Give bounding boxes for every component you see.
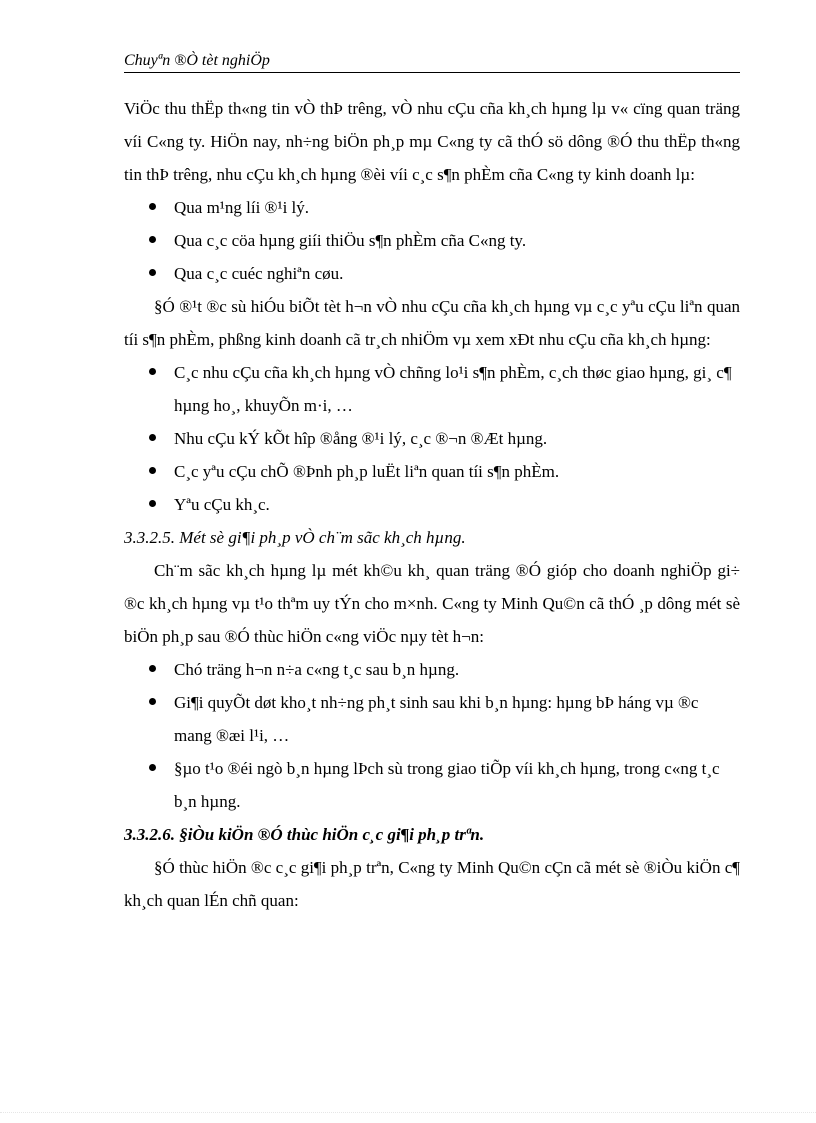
list-item [124,422,740,455]
bullet-list-care [124,653,740,818]
list-item [124,191,740,224]
list-item-text: Yªu cÇu kh¸c. [174,495,270,514]
paragraph-customer-care: Ch¨m sãc kh¸ch hµng lµ mét kh©u kh¸ quan träng ®Ó gióp cho doanh nghiÖp gi÷ ®c kh¸ch hµng vµ t¹o thªm uy tÝn cho m×nh. C«ng ty Minh Qu©n cã thÓ ¸p dông mét sè biÖn ph¸p sau ®Ó thùc hiÖn c«ng viÖc nµy tèt h¬n: [124,561,740,646]
bullet-icon [149,236,156,243]
list-item [124,752,740,818]
bullet-list-channels [124,191,740,290]
list-item [124,224,740,257]
list-item-text: Qua c¸c cuéc nghiªn cøu. [174,264,344,283]
list-item-text: Qua m¹ng líi ®¹i lý. [174,198,310,217]
list-item [124,686,740,752]
list-item-text: Qua c¸c cöa hµng giíi thiÖu s¶n phÈm cña C«ng ty. [174,231,527,250]
bullet-icon [149,434,156,441]
bullet-list-needs [124,356,740,521]
section-heading-3-3-2-5: 3.3.2.5. Mét sè gi¶i ph¸p vÒ ch¨m sãc kh¸ch hµng. [124,528,466,547]
list-item-text: C¸c nhu cÇu cña kh¸ch hµng vÒ chñng lo¹i s¶n phÈm, c¸ch thøc giao hµng, gi¸ c¶ hµng ho¸, khuyÕn m·i, … [174,363,732,415]
bullet-icon [149,269,156,276]
bullet-icon [149,665,156,672]
bullet-icon [149,500,156,507]
list-item-text: C¸c yªu cÇu chÕ ®Þnh ph¸p luËt liªn quan tíi s¶n phÈm. [174,462,560,481]
document-body [124,92,740,917]
header-title: Chuyªn ®Ò tèt nghiÖp [124,52,270,69]
list-item [124,455,740,488]
bullet-icon [149,467,156,474]
list-item-text: Gi¶i quyÕt døt kho¸t nh÷ng ph¸t sinh sau khi b¸n hµng: hµng bÞ háng vµ ®c mang ®æi l¹i, … [174,693,699,745]
page-header [124,52,740,73]
paragraph-intro: ViÖc thu thËp th«ng tin vÒ thÞ trêng, vÒ nhu cÇu cña kh¸ch hµng lµ v« cïng quan träng víi C«ng ty. HiÖn nay, nh÷ng biÖn ph¸p mµ C«ng ty cã thÓ sö dông ®Ó thu thËp th«ng tin thÞ trêng, nhu cÇu kh¸ch hµng ®èi víi c¸c s¶n phÈm cña C«ng ty kinh doanh lµ: [124,99,740,184]
paragraph-conditions: §Ó thùc hiÖn ®c c¸c gi¶i ph¸p trªn, C«ng ty Minh Qu©n cÇn cã mét sè ®iÒu kiÖn c¶ kh¸ch quan lÉn chñ quan: [124,858,740,910]
bullet-icon [149,368,156,375]
section-heading-3-3-2-6: 3.3.2.6. §iÒu kiÖn ®Ó thùc hiÖn c¸c gi¶i ph¸p trªn. [124,825,485,844]
bullet-icon [149,698,156,705]
list-item [124,356,740,422]
list-item-text: Nhu cÇu kÝ kÕt hîp ®ång ®¹i lý, c¸c ®¬n ®Æt hµng. [174,429,548,448]
bullet-icon [149,764,156,771]
paragraph-customer-needs: §Ó ®¹t ®c sù hiÓu biÕt tèt h¬n vÒ nhu cÇu cña kh¸ch hµng vµ c¸c yªu cÇu liªn quan tíi s¶n phÈm, phßng kinh doanh cã tr¸ch nhiÖm vµ xem xÐt nhu cÇu cña kh¸ch hµng: [124,297,740,349]
list-item [124,488,740,521]
list-item-text: Chó träng h¬n n÷a c«ng t¸c sau b¸n hµng. [174,660,460,679]
list-item-text: §µo t¹o ®éi ngò b¸n hµng lÞch sù trong giao tiÕp víi kh¸ch hµng, trong c«ng t¸c b¸n hµng. [174,759,720,811]
page-bottom-divider [0,1112,816,1113]
list-item [124,257,740,290]
list-item [124,653,740,686]
bullet-icon [149,203,156,210]
